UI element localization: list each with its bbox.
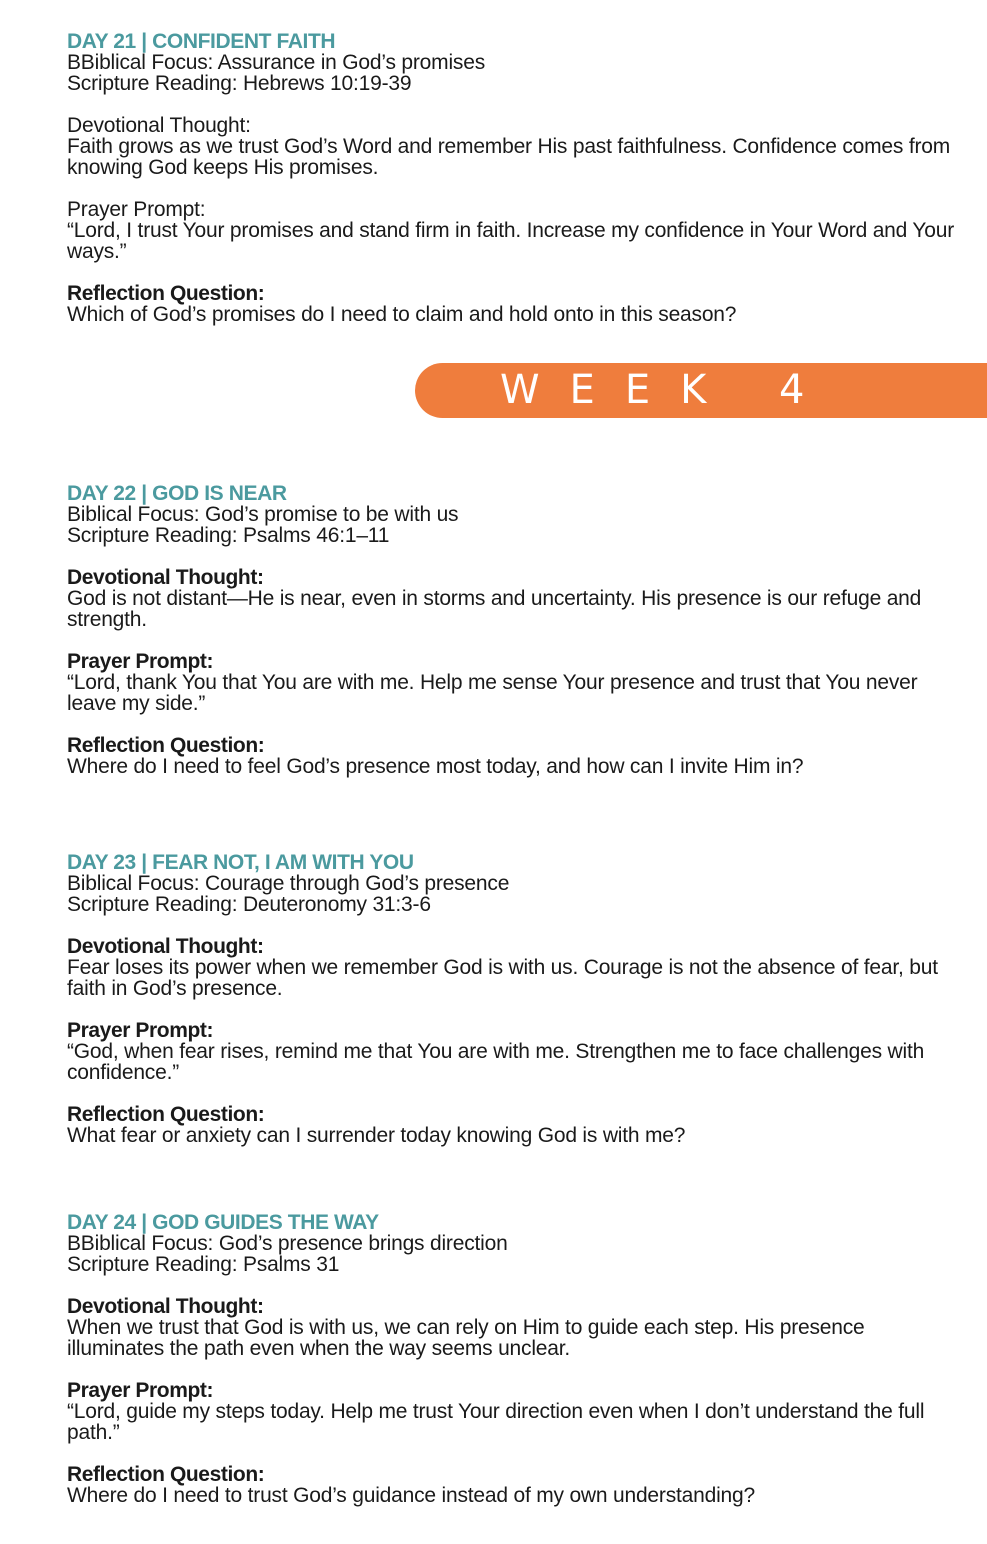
scripture-reading: Scripture Reading: Hebrews 10:19-39: [67, 72, 412, 95]
biblical-focus: Biblical Focus: Courage through God’s presence: [67, 872, 510, 895]
scripture-reading: Scripture Reading: Psalms 31: [67, 1253, 340, 1276]
reflection-text: Where do I need to feel God’s presence most today, and how can I invite Him in?: [67, 755, 804, 778]
reflection-label: Reflection Question:: [67, 1463, 265, 1486]
devotional-label: Devotional Thought:: [67, 566, 264, 589]
prayer-text: “Lord, I trust Your promises and stand firm in faith. Increase my confidence in Your Word and Your ways.”: [67, 219, 955, 263]
prayer-text: “Lord, thank You that You are with me. Help me sense Your presence and trust that You never leave my side.”: [67, 671, 918, 715]
biblical-focus: BBiblical Focus: God’s presence brings direction: [67, 1232, 508, 1255]
devotional-label: Devotional Thought:: [67, 935, 264, 958]
day-23-entry: [67, 852, 957, 1146]
reflection-label: Reflection Question:: [67, 1103, 265, 1126]
scripture-reading: Scripture Reading: Deuteronomy 31:3-6: [67, 893, 431, 916]
prayer-label: Prayer Prompt:: [67, 1019, 214, 1042]
prayer-label: Prayer Prompt:: [67, 1379, 214, 1402]
biblical-focus: Biblical Focus: God’s promise to be with us: [67, 503, 459, 526]
day-title: DAY 24 | GOD GUIDES THE WAY: [67, 1211, 379, 1234]
day-title: DAY 22 | GOD IS NEAR: [67, 482, 287, 505]
scripture-reading: Scripture Reading: Psalms 46:1–11: [67, 524, 390, 547]
reflection-text: What fear or anxiety can I surrender today knowing God is with me?: [67, 1124, 686, 1147]
week-label: WEEK 4: [500, 367, 835, 413]
day-title: DAY 21 | CONFIDENT FAITH: [67, 30, 336, 53]
reflection-text: Which of God’s promises do I need to claim and hold onto in this season?: [67, 303, 737, 326]
devotional-label: Devotional Thought:: [67, 1295, 264, 1318]
reflection-text: Where do I need to trust God’s guidance instead of my own understanding?: [67, 1484, 755, 1507]
day-title: DAY 23 | FEAR NOT, I AM WITH YOU: [67, 851, 414, 874]
day-21-entry: [67, 31, 957, 325]
prayer-label: Prayer Prompt:: [67, 198, 206, 221]
devotional-label: Devotional Thought:: [67, 114, 251, 137]
reflection-label: Reflection Question:: [67, 734, 265, 757]
reflection-label: Reflection Question:: [67, 282, 265, 305]
biblical-focus: BBiblical Focus: Assurance in God’s promises: [67, 51, 485, 74]
prayer-text: “God, when fear rises, remind me that You are with me. Strengthen me to face challenges with confidence.”: [67, 1040, 925, 1084]
day-22-entry: [67, 483, 957, 777]
devotional-text: Fear loses its power when we remember God is with us. Courage is not the absence of fear, but faith in God’s presence.: [67, 956, 938, 1000]
day-24-entry: [67, 1212, 957, 1506]
devotional-text: God is not distant—He is near, even in storms and uncertainty. His presence is our refuge and strength.: [67, 587, 922, 631]
prayer-text: “Lord, guide my steps today. Help me trust Your direction even when I don’t understand the full path.”: [67, 1400, 925, 1444]
devotional-text: Faith grows as we trust God’s Word and remember His past faithfulness. Confidence comes from knowing God keeps His promises.: [67, 135, 951, 179]
week-banner: [415, 363, 987, 418]
devotional-text: When we trust that God is with us, we can rely on Him to guide each step. His presence illuminates the path even when the way seems unclear.: [67, 1316, 865, 1360]
prayer-label: Prayer Prompt:: [67, 650, 214, 673]
